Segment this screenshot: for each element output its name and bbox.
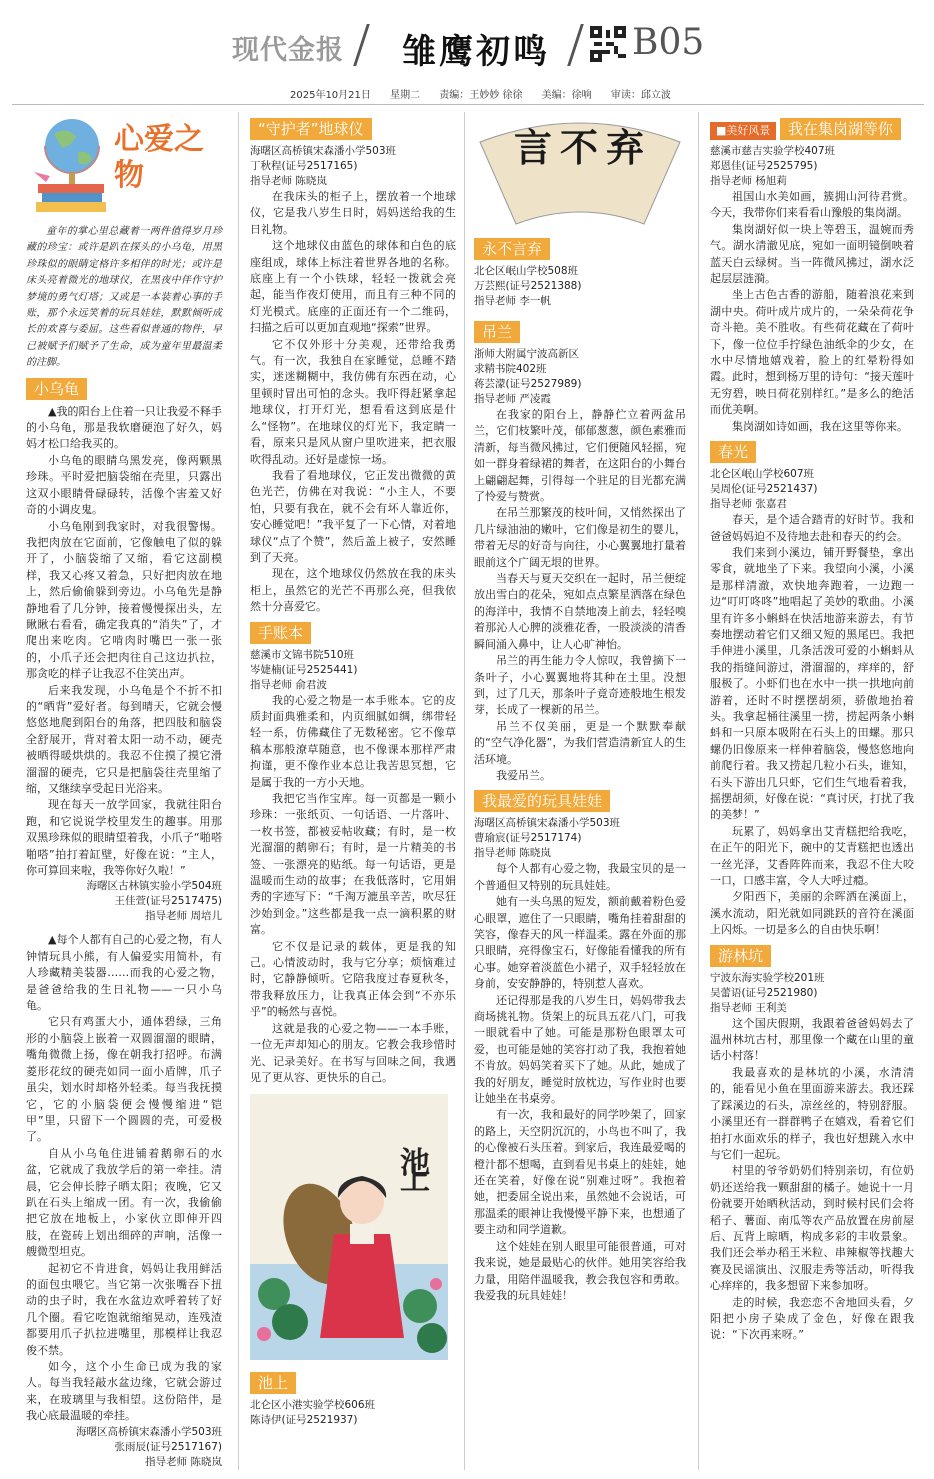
author-name: 蒋芸濛(证号2527989) [474,378,582,390]
paragraph: 走的时候，我恋恋不舍地回头看，夕阳把小房子染成了金色，好像在跟我说：“下次再来呀。” [710,1295,914,1342]
author-name: 曹瑜宸(证号2517174) [474,832,582,845]
column-3 [474,112,686,1304]
artwork-title-pond: 池上 [250,1372,296,1394]
author-school: 浙师大附属宁波高新区 [474,348,579,360]
dateline [290,86,687,101]
author-teacher: 指导老师 陈晓岚 [145,1455,222,1468]
paragraph: 它不仅外形十分美观，还带给我勇气。有一次，我独自在家睡觉，总睡不踏实，迷迷糊糊中，我仿佛有东西在动，心里顿时冒出可怕的念头。我吓得赶紧拿起地球仪，打开灯光，想看看这到底是什么“怪物”。在地球仪的灯光下，我定睛一看，原来只是风从窗户里吹进来，把衣服吹得乱动。还好是虚惊一场。 [250,337,456,466]
feature-intro: 童年的掌心里总藏着一两件值得岁月珍藏的珍宝：或许是趴在探头的小乌龟，用黑珍珠似的眼睛定格许多相伴的时光；或许是床头亮着微光的地球仪，在黑夜中伴作守护梦境的勇气灯塔；又或是一本装着心事的手账，那个永远笑着的玩具娃娃，默默倾听成长的欢喜与委屈。这些看似普通的物件，早已被赋予们赋予了生命，成为童年里最温柔的注脚。 [26,226,222,369]
paragraph: 起初它不肯进食，妈妈让我用鲜活的面包虫喂它。当它第一次张嘴吞下扭动的虫子时，我在水盆边欢呼着转了好几个圈。看它吃饱就缩缩晃动，连残渣都要用爪子扒拉进嘴里，那模样让我忍俊不禁。 [26,1261,222,1357]
editor-credit: 责编：王妙妙 徐徐 [439,90,523,101]
column-divider [698,112,699,1470]
paragraph: 这个国庆假期，我跟着爸爸妈妈去了温州林坑古村，那里像一个藏在山里的童话小村落！ [710,1016,914,1063]
article-title-spider-plant: 吊兰 [474,321,520,343]
article-title-doll: 我最爱的玩具娃娃 [474,790,610,812]
paragraph: 现在，这个地球仪仍然放在我的床头柜上，虽然它的光芒不再那么亮，但我依然十分喜爱它。 [250,567,456,614]
paragraph: 小乌龟刚到我家时，对我很警惕。我把肉放在它面前，它像触电了似的躲开了，小脑袋缩了又缩，看它这副模样，我又心疼又着急，只好把肉放在地上，然后偷偷躲到旁边。小乌龟先是静静地看了几分钟，接着慢慢探出头，左瞅瞅右看看，确定我真的“消失”了，才爬出来吃肉。它啃肉时嘴巴一张一张的，小爪子还会把肉往自己这边扒拉，那贪吃的样子让我忍不住笑出声。 [26,519,222,681]
paragraph: 还记得那是我的八岁生日，妈妈带我去商场挑礼物。货架上的玩具五花八门，可我一眼就看中了她。可能是那粉色眼罩太可爱，也可能是她的笑容打动了我，我抱着她不肯放。妈妈笑着买下了她。从此，她成了我的好朋友，睡觉时放枕边，写作业时也要让她坐在书桌旁。 [474,993,686,1106]
page-number: B05 [632,22,705,63]
author-school: 慈溪市文锦书院510班 [250,648,355,661]
masthead-divider [353,24,370,66]
column-divider [464,112,465,1470]
author-school: 海曙区古林镇实验小学504班 [86,880,222,893]
author-school: 北仑区小港实验学校606班 [250,1398,376,1411]
paragraph: 当春天与夏天交织在一起时，吊兰便绽放出雪白的花朵，宛如点点繁星洒落在绿色的海洋中，我情不自禁地凑上前去，轻轻嗅着那沁人心脾的淡雅花香，一股淡淡的清香瞬间涌入鼻中，让人心旷神怡。 [474,572,686,651]
author-school: 北仑区岷山学校508班 [474,265,579,277]
column-4 [710,112,914,1344]
paragraph: 我把它当作宝库。每一页都是一颗小珍珠：一张纸页、一句话语、一片落叶、一枚书签，都被妥帖收藏；有时，是一枚光溜溜的鹅卵石；有时，是一片精美的书签、一张漂亮的贴纸。每一句话语，更是温暖而生动的故事；在我低落时，它用娟秀的字迹写下：“千淘万漉虽辛苦，吹尽狂沙始到金。”这些都是我一点一滴积累的财富。 [250,792,456,937]
author-name: 万芸熙(证号2521388) [474,280,582,292]
painting-title-text: 池上 [400,1146,430,1198]
author-school: 北仑区岷山学校607班 [710,468,815,481]
section-name: 雏鹰初鸣 [402,32,550,72]
paragraph: 我们来到小溪边，铺开野餐垫，拿出零食，就地坐了下来。我望向小溪，小溪是那样清澈，欢快地奔跑着，一边跑一边“叮叮咚咚”地唱起了美妙的歌曲。小溪里有许多小蝌蚪在快活地游来游去，有节奏地摆动着它们又细又短的黑尾巴。我把手伸进小溪里，几条活泼可爱的小蝌蚪从我的指缝间游过，滑溜溜的，痒痒的，舒服极了。小虾们也在水中一拱一拱地向前游着，还时不时摆摆胡须，骄傲地抬着头。我拿起桶往溪里一捞，捞起两条小蝌蚪和一只原本吸附在石头上的田螺。那只螺仍旧像原来一样伸着脑袋，慢悠悠地向前爬行着。我又捞起几粒小石头，谁知，石头下游出几只虾，它们生气地看着我，摇摆胡须，好像在说：“真讨厌，打扰了我的美梦！” [710,545,914,822]
paragraph: 春天，是个适合踏青的好时节。我和爸爸妈妈迫不及待地去赴和春天的约会。 [710,513,914,543]
author-name: 吴周伦(证号2521437) [710,483,818,496]
paragraph: 夕阳西下，美丽的余晖洒在溪面上，溪水流动，阳光就如同跳跃的音符在溪面上闪烁。一切是多么的自由快乐啊！ [710,890,914,937]
calligraphy-text: 言不弃 [514,125,653,170]
author-name: 郑恩佳(证号2525795) [710,160,818,172]
paragraph: 集岗湖好似一块上等碧玉，温婉而秀气。湖水清澈见底，宛如一面明镜倒映着蓝天白云绿树。当一阵微风拂过，湖水泛起层层涟漪。 [710,222,914,286]
author-name: 丁秋程(证号2517165) [250,160,358,172]
paragraph: 在我床头的柜子上，摆放着一个地球仪，它是我八岁生日时，妈妈送给我的生日礼物。 [250,190,456,236]
paragraph: 我的心爱之物是一本手账本。它的皮质封面典雅柔和，内页细腻如绸，绑带轻轻一系，仿佛藏住了无数秘密。它不像草稿本那般潦草随意，也不像课本那样严肃拘谨，更不像作业本总让我苦思冥想，它是属于我的一方小天地。 [250,693,456,789]
paragraph: 集岗湖如诗如画，我在这里等你来。 [732,419,908,433]
header-rule [12,104,924,105]
paragraph: 祖国山水美如画，簇拥山河待君赏。今天，我带你们来看看山豫般的集岗湖。 [710,190,914,220]
artwork-title-never-give-up: 永不言弃 [474,238,550,260]
author-school: 慈溪市慈吉实验学校407班 [710,145,836,157]
issue-weekday: 星期二 [390,90,421,101]
painting-girl-illustration [250,1094,448,1360]
author-school: 海曙区高桥镇宋森潘小学503班 [75,1425,222,1438]
paragraph: 这个娃娃在别人眼里可能很普通，可对我来说，她是最贴心的伙伴。她用笑容给我力量，用陪伴温暖我，教会我包容和勇敢。我爱我的玩具娃娃！ [474,1239,686,1302]
designer-credit: 美编：徐响 [541,90,592,101]
paragraph: 每个人都有心爱之物，我最宝贝的是一个普通但又特别的玩具娃娃。 [474,862,686,892]
paragraph: 后来我发现，小乌龟是个不折不扣的“晒背”爱好者。每到晴天，它就会慢悠悠地爬到阳台的角落，把四肢和脑袋全舒展开，背对着太阳一动不动，硬壳被晒得暖烘烘的。我忍不住摸了摸它滑溜溜的硬壳，它只是把脑袋往壳里缩了缩，又继续享受起日光浴来。 [26,683,222,795]
article-title-linkeng: 游林坑 [710,945,771,967]
paragraph: 村里的爷爷奶奶们特别亲切，有位奶奶还送给我一颗甜甜的橘子。她说十一月份就要开始晒秋活动，到时候村民们会将稻子、薯面、南瓜等农产品放置在房前屋后、瓦背上晾晒，构成多彩的丰收景象。我们还会举办稻王米粒、串辣椒等找趣大赛及民谣演出、汉服走秀等活动，听得我心痒痒的，我多想留下来参加呀。 [710,1164,914,1293]
article-title-journal: 手账本 [250,622,311,644]
qr-code-icon [590,26,626,62]
publication-name: 现代金报 [232,35,344,66]
feature-title: 心爱之物 [114,122,204,193]
calligraphy-fan [474,112,686,232]
paragraph: 它不仅是记录的载体，更是我的知己。心情波动时，我与它分享；烦恼难过时，它静静倾听。它陪我度过春夏秋冬，带我释放压力，让我真正体会到“不亦乐乎”的畅然与喜悦。 [250,939,456,1019]
paragraph: 我爱吊兰。 [496,768,551,782]
author-teacher: 指导老师 陈晓岚 [474,847,551,860]
paragraph: 现在每天一放学回家，我就往阳台跑，和它说说学校里发生的趣事。用那双黑珍珠似的眼睛望着我，小爪子“啪嗒啪嗒”拍打着缸壁，好像在说：“主人，你可算回来啦，我等你好久啦！” [26,798,222,878]
author-teacher: 指导老师 严凌霞 [474,393,551,405]
author-name: 岑婕楠(证号2525441) [250,663,358,676]
author-teacher: 指导老师 杨旭莉 [710,175,787,187]
column-divider [238,112,239,1470]
article-title-lake: 我在集岗湖等你 [780,118,901,140]
author-name: 张雨辰(证号2517167) [114,1440,222,1453]
paragraph: 我最喜欢的是林坑的小溪，水清清的，能看见小鱼在里面游来游去。我还踩了踩溪边的石头，凉丝丝的，特别舒服。小溪里还有一群群鸭子在嬉戏，看着它们拍打水面欢乐的样子，我也好想跳入水中与它们一起玩。 [710,1065,914,1161]
paragraph: 有一次，我和最好的同学吵架了，回家的路上，天空阴沉沉的，小鸟也不叫了，我的心像被石头压着。到家后，我连最爱喝的橙汁都不想喝，直到看见书桌上的娃娃，她还在笑着，好像在说“别难过呀”。我抱着她，把委屈全说出来，虽然她不会说话，可那温柔的眼神让我慢慢平静下来，也想通了要主动和同学道歉。 [474,1108,686,1237]
proof-credit: 审读：邱立波 [610,90,671,101]
paragraph: 吊兰的再生能力令人惊叹，我曾摘下一条叶子，小心翼翼地将其种在土里。没想到，过了几天，那条叶子竟奇迹般地生根发芽，长成了一棵新的吊兰。 [474,654,686,717]
author-teacher: 指导老师 陈晓岚 [250,175,327,187]
paragraph: 自从小乌龟住进铺着鹅卵石的水盆，它就成了我放学后的第一牵挂。清晨，它会伸长脖子晒太阳；夜晚，它又趴在石头上缩成一团。有一次，我偷偷把它放在地板上，小家伙立即伸开四肢，在瓷砖上划出细碎的声响，活像一艘微型坦克。 [26,1146,222,1259]
paragraph: 在我家的阳台上，静静伫立着两盆吊兰，它们枝繁叶茂，郁郁葱葱，颜色素雅而清新，每当微风拂过，它们便随风轻摇，宛如一群身着绿裙的舞者，在这阳台的小舞台上翩翩起舞，引得每一个驻足的目光都充满了怜爱与赞赏。 [474,408,686,504]
author-school: 宁波东海实验学校201班 [710,971,825,984]
article-title-spring: 春光 [710,441,756,463]
author-name: 陈诗伊(证号2521937) [250,1413,358,1426]
author-school: 海曙区高桥镇宋森潘小学503班 [250,145,397,157]
paragraph: 我看了看地球仪，它正发出微微的黄色光芒，仿佛在对我说：“小主人，不要怕，只要有我在，就不会有坏人靠近你，安心睡觉吧！”我平复了一下心情，对着地球仪“点了个赞”，然后盖上被子，安然睡到了天亮。 [250,468,456,564]
author-name: 王佳萱(证号2517475) [114,895,222,908]
paragraph: 如今，这个小生命已成为我的家人。每当我轻敲水盆边缘，它就会游过来，在玻璃里与我相望。这份陪伴，是我心底最温暖的牵挂。 [26,1360,222,1423]
paragraph: 它只有鸡蛋大小，通体碧绿，三角形的小脑袋上嵌着一双圆溜溜的眼睛，嘴角微微上扬，像在朝我打招呼。布满菱形花纹的硬壳如同一面小盾牌，爪子虽尖，划水时却格外轻柔。每当我抚摸它，它的小脑袋便会慢慢缩进“铠甲”里，只留下一个圆圆的壳，可爱极了。 [26,1015,222,1144]
column-1 [26,112,222,1470]
paragraph: 她有一头乌黑的短发，额前戴着粉色爱心眼罩，遮住了一只眼睛，嘴角挂着甜甜的笑容，像春天的风一样温柔。露在外面的那只眼睛，亮得像宝石，好像能看懂我的所有心事。她穿着淡蓝色小裙子，双手轻轻放在身前，安安静静的，特别惹人喜欢。 [474,895,686,991]
paragraph: 坐上古色古香的游船，随着浪花来到湖中央。荷叶成片成片的，一朵朵荷花争奇斗艳。美不胜收。有些荷花藏在了荷叶下，像一位位手拧绿色油纸伞的少女，在水中尽情地嬉戏着，脸上的红晕粉得如霞。此时，想到杨万里的诗句：“接天莲叶无穷碧，映日荷花别样红。”是多么的绝活而优美啊。 [710,288,914,417]
author-name: 吴蕾语(证号2521980) [710,986,818,999]
issue-date: 2025年10月21日 [290,90,371,101]
paragraph: 这就是我的心爱之物——一本手账，一位无声却知心的朋友。它教会我珍惜时光、记录美好。在书写与回味之间，我遇见了更从容、更快乐的自己。 [250,1021,456,1084]
masthead-divider-2 [567,24,584,66]
author-school-2: 求精书院402班 [474,363,547,375]
paragraph: 这个地球仪由蓝色的球体和白色的底座组成，球体上标注着世界各地的名称。底座上有一个小铁球，轻轻一拨就会亮起，能当作夜灯使用，而且有三种不同的灯光模式。底座的正面还有一个二维码，扫描之后可以更加直观地“探索”世界。 [250,239,456,335]
article-title-turtle: 小乌龟 [26,378,87,400]
paragraph: 在吊兰那繁茂的枝叶间，又悄然探出了几片绿油油的嫩叶，它们像是初生的婴儿，带着无尽的好奇与向往，小心翼翼地打量着眼前这个广阔无垠的世界。 [474,506,686,569]
article-title-globe: “守护者”地球仪 [250,118,372,140]
globe-books-icon [32,112,110,220]
column-2 [250,112,456,1428]
paragraph: 吊兰不仅美丽，更是一个默默奉献的“空气净化器”，为我们营造清新宜人的生活环境。 [474,719,686,766]
feature-header [26,112,222,224]
masthead [0,0,934,78]
paragraph: 玩累了，妈妈拿出艾青糕把给我吃，在正午的阳光下，碗中的艾青糕把也透出一丝光泽，艾香阵阵而来，我忍不住大咬一口，口感丰富，令人大呼过瘾。 [710,824,914,888]
author-teacher: 指导老师 周培儿 [145,910,222,923]
section-label: ■美好风景 [710,122,776,140]
paragraph: ▲每个人都有自己的心爱之物，有人钟情玩具小熊，有人偏爱实用简朴，有人珍藏精美装器……而我的心爱之物，是爸爸给我的生日礼物——一只小乌龟。 [26,933,222,1013]
author-school: 海曙区高桥镇宋森潘小学503班 [474,817,621,830]
author-teacher: 指导老师 王利美 [710,1001,787,1014]
paragraph: 小乌龟的眼睛乌黑发亮，像两颗黑珍珠。平时爱把脑袋缩在壳里，只露出这双小眼睛骨碌碌转，活像个害羞又好奇的小调皮鬼。 [26,453,222,517]
author-teacher: 指导老师 李一帆 [474,295,551,307]
paragraph: ▲我的阳台上住着一只让我爱不释手的小乌龟，那是我软磨硬泡了好久，妈妈才松口给我买的。 [26,404,222,451]
author-teacher: 指导老师 张嘉君 [710,498,787,511]
author-teacher: 指导老师 俞君波 [250,678,327,691]
